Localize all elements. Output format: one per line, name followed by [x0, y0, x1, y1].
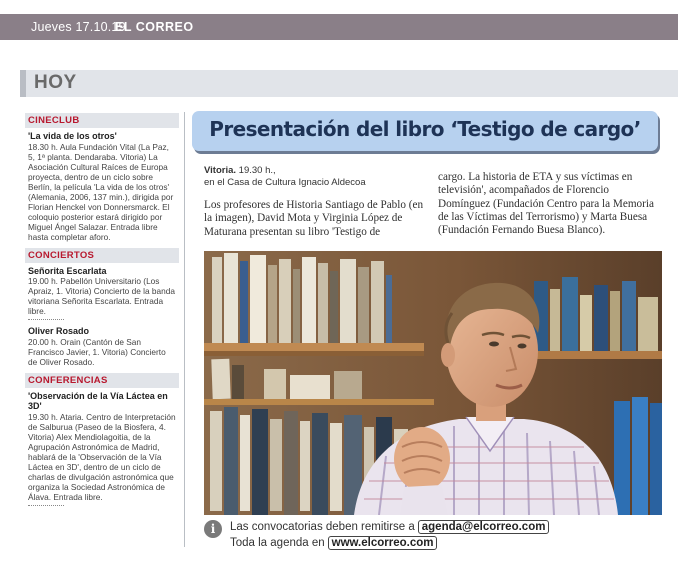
event-title: Oliver Rosado — [28, 326, 90, 336]
category-conciertos: CONCIERTOS — [25, 248, 179, 263]
event-title: Señorita Escarlata — [28, 265, 107, 276]
event-title: 'Observación de la Vía Láctea en 3D' — [28, 390, 168, 411]
event-title: 'La vida de los otros' — [28, 131, 117, 141]
column-divider — [184, 112, 185, 547]
issue-date: Jueves 17.10.19 — [31, 20, 126, 34]
footer-line-website — [230, 536, 437, 550]
feature-text-col1: Los profesores de Historia Santiago de Pablo (en la imagen), David Mota y Virginia López de Maturana presentan su libro 'Testigo de — [204, 199, 424, 238]
feature-headline: Presentación del libro ‘Testigo de cargo’ — [209, 117, 641, 141]
event-body: 20.00 h. Orain (Cantón de San Francisco Javier, 1. Vitoria) Concierto de Oliver Rosado. — [28, 336, 166, 367]
category-conferencias: CONFERENCIAS — [25, 373, 179, 388]
feature-meta — [204, 165, 366, 189]
agenda-footer — [204, 519, 660, 553]
event-body: 19.30 h. Ataria. Centro de Interpretación de Salburua (Paseo de la Biosfera, 4. Vitoria) Alex Mendiolagoitia, de la Agrupación Astronómica de Madrid, hablará de la 'Observación de la Vía Láctea en 3D', dentro de un ciclo de charlas de divulgación astronómica que organiza la Sociedad Astronómica de Álava. Entrada libre. — [28, 411, 176, 502]
event-separator — [28, 505, 64, 506]
feature-text-col2: cargo. La historia de ETA y sus víctimas en televisión', acompañados de Florencio Domínguez (Fundación Centro para la Memoria de las Víctimas del Terrorismo) y Marta Buesa (Fundación Fernando Buesa Blanco). — [438, 171, 654, 237]
category-cineclub: CINECLUB — [25, 113, 179, 128]
website-link[interactable]: www.elcorreo.com — [328, 536, 438, 550]
feature-photo — [204, 251, 662, 515]
footer-website-text: Toda la agenda en — [230, 537, 325, 549]
footer-submissions-text: Las convocatorias deben remitirse a — [230, 521, 415, 533]
section-title: HOY — [34, 72, 77, 93]
contact-email-link[interactable]: agenda@elcorreo.com — [418, 520, 550, 534]
info-icon: i — [204, 520, 222, 538]
event-body: 19.00 h. Pabellón Universitario (Los Apraiz, 1. Vitoria) Concierto de la banda vitoriana Señorita Escarlata. Entrada libre. — [28, 276, 175, 316]
feature-venue: en el Casa de Cultura Ignacio Aldecoa — [204, 177, 366, 188]
page-header-bar — [0, 14, 678, 40]
footer-line-submissions — [230, 520, 549, 534]
agenda-column — [28, 113, 176, 512]
feature-city: Vitoria. — [204, 165, 237, 176]
event-body: 18.30 h. Aula Fundación Vital (La Paz, 5, 1ª planta. Dendaraba. Vitoria) La Asociación Cultural Raíces de Europa proyecta, dentro de un ciclo sobre Berlín, la película 'La vida de los otros' (Alemania, 2006, 137 min.), dirigida por Florian Henckel von Donnersmarck. El coloquio posterior estará dirigido por Miguel Ángel Salazar. Entrada libre hasta completar aforo. — [28, 141, 174, 242]
event-separator — [28, 319, 64, 320]
newspaper-name: EL CORREO — [115, 20, 194, 34]
section-band — [20, 70, 678, 97]
feature-time: 19.30 h., — [236, 165, 276, 176]
headline-box — [192, 111, 658, 151]
